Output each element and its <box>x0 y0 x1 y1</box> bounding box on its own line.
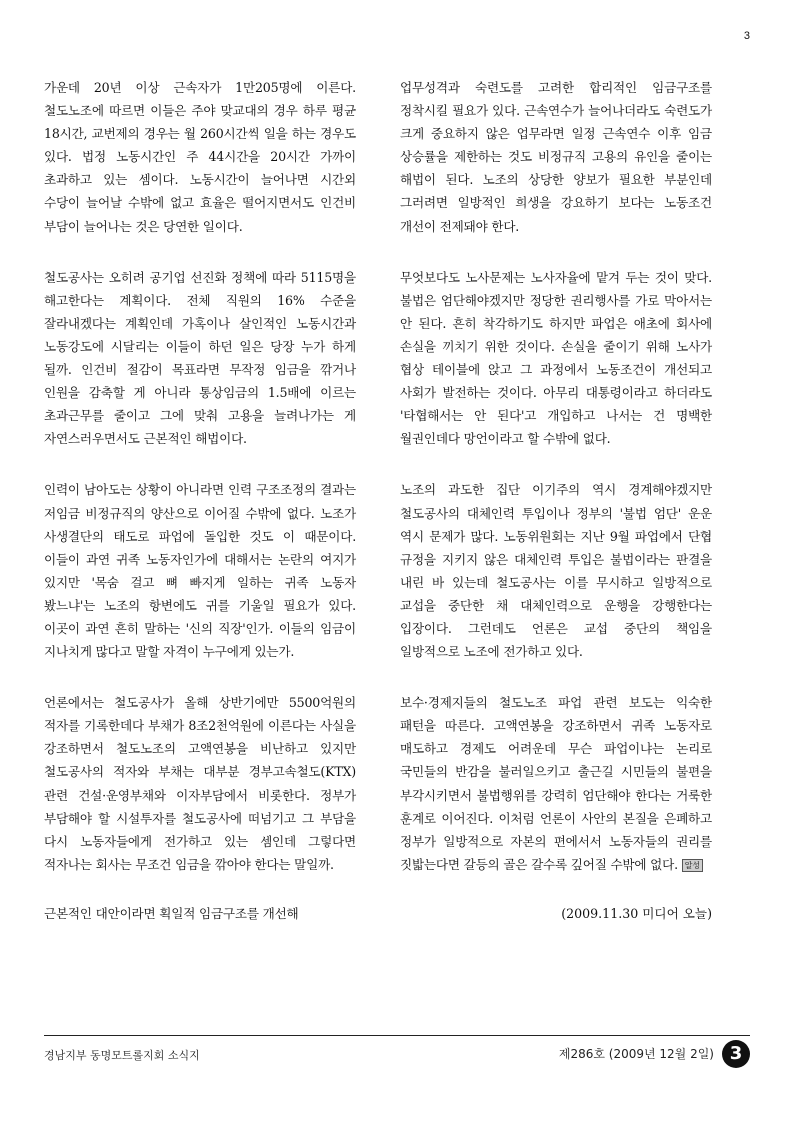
paragraph-last <box>400 691 712 876</box>
footer-divider <box>44 1035 750 1036</box>
article-source: (2009.11.30 미디어 오늘) <box>561 905 712 921</box>
paragraph: 언론에서는 철도공사가 올해 상반기에만 5500억원의 적자를 기록한데다 부채가 8조2천억원에 이른다는 사실을 강조하면서 철도노조의 고액연봉을 비난하고 있지만 철도공사의 적자와 부채는 대부분 경부고속철도(KTX) 관련 건설·운영부채와 이자부담에서 비롯한다. 정부가 부담해야 할 시설투자를 철도공사에 떠넘기고 그 부담을 다시 노동자들에게 전가하고 있는 셈인데 그렇다면 적자나는 회사는 무조건 임금을 깎아야 한다는 말일까. <box>44 695 356 872</box>
paragraph: 노조의 과도한 집단 이기주의 역시 경계해야겠지만 철도공사의 대체인력 투입이나 정부의 '불법 엄단' 운운 역시 문제가 많다. 노동위원회는 지난 9월 파업에서 단협 규정을 지키지 않은 대체인력 투입은 불법이라는 판결을 내린 바 있는데 철도공사는 이를 무시하고 일방적으로 교섭을 중단한 채 대체인력으로 운행을 강행한다는 입장이다. 그런데도 언론은 교섭 중단의 책임을 일방적으로 노조에 전가하고 있다. <box>400 482 712 660</box>
footer-issue: 제286호 (2009년 12월 2일) <box>558 1047 714 1061</box>
left-column <box>44 76 356 953</box>
header-page-number: 3 <box>743 30 750 42</box>
footer-page-number: 3 <box>722 1040 750 1068</box>
right-column <box>400 76 712 925</box>
paragraph-text: 보수·경제지들의 철도노조 파업 관련 보도는 익숙한 패턴을 따른다. 고액연봉을 강조하면서 귀족 노동자로 매도하고 경제도 어려운데 무슨 파업이냐는 논리로 국민들의 반감을 불러일으키고 출근길 시민들의 불편을 부각시키면서 불법행위를 강력히 엄단해야 한다는 거룩한 훈계로 이어진다. 이처럼 언론이 사안의 본질을 은폐하고 정부가 일방적으로 자본의 편에서서 노동자들의 권리를 짓밟는다면 갈등의 골은 갈수록 깊어질 수밖에 없다. <box>400 695 712 872</box>
paragraph: 가운데 20년 이상 근속자가 1만205명에 이른다. 철도노조에 따르면 이들은 주야 맞교대의 경우 하루 평균 18시간, 교번제의 경우는 월 260시간씩 일을 하는 경우도 있다. 법정 노동시간인 주 44시간을 20시간 가까이 초과하고 있는 셈이다. 노동시간이 늘어나면 시간외 수당이 늘어날 수밖에 없고 효율은 떨어지면서도 인건비 부담이 늘어나는 것은 당연한 일이다. <box>44 80 356 234</box>
paragraph: 근본적인 대안이라면 획일적 임금구조를 개선해 <box>44 905 299 921</box>
footer-publisher: 경남지부 동명모트롤지회 소식지 <box>44 1049 200 1062</box>
end-mark-stamp: 알성 <box>682 859 703 872</box>
paragraph: 철도공사는 오히려 공기업 선진화 정책에 따라 5115명을 해고한다는 계획이다. 전체 직원의 16% 수준을 잘라내겠다는 계획인데 가혹이나 살인적인 노동시간과 노동강도에 시달리는 이들이 하던 일은 당장 누가 하게 될까. 인건비 절감이 목표라면 무작정 임금을 깎거나 인원을 감축할 게 아니라 통상임금의 1.5배에 이르는 초과근무를 줄이고 그에 맞춰 고용을 늘려나가는 게 자연스러우면서도 근본적인 해법이다. <box>44 269 356 447</box>
paragraph: 무엇보다도 노사문제는 노사자율에 맡겨 두는 것이 맞다. 불법은 엄단해야겠지만 정당한 권리행사를 가로 막아서는 안 된다. 흔히 착각하기도 하지만 파업은 애초에 회사에 손실을 끼치기 위한 것이다. 손실을 줄이기 위해 노사가 협상 테이블에 앉고 그 과정에서 노동조건이 개선되고 사회가 발전하는 것이다. 아무리 대통령이라고 하더라도 '타협해서는 안 된다'고 개입하고 나서는 건 명백한 월권인데다 망언이라고 할 수밖에 없다. <box>400 269 712 447</box>
paragraph: 업무성격과 숙련도를 고려한 합리적인 임금구조를 정착시킬 필요가 있다. 근속연수가 늘어나더라도 숙련도가 크게 중요하지 않은 업무라면 일정 근속연수 이후 임금 상승률을 제한하는 것도 비정규직 고용의 유인을 줄이는 해법이 된다. 노조의 상당한 양보가 필요한 부분인데 그러려면 일방적인 희생을 강요하기 보다는 노동조건 개선이 전제돼야 한다. <box>400 80 712 234</box>
paragraph: 인력이 남아도는 상황이 아니라면 인력 구조조정의 결과는 저임금 비정규직의 양산으로 이어질 수밖에 없다. 노조가 사생결단의 태도로 파업에 돌입한 것도 이 때문이다. 이들이 과연 귀족 노동자인가에 대해서는 논란의 여지가 있지만 '목숨 걸고 뼈 빠지게 일하는 귀족 노동자 봤느냐'는 노조의 항변에도 귀를 기울일 필요가 있다. 이곳이 과연 흔히 말하는 '신의 직장'인가. 이들의 임금이 지나치게 많다고 말할 자격이 누구에게 있는가. <box>44 482 356 660</box>
